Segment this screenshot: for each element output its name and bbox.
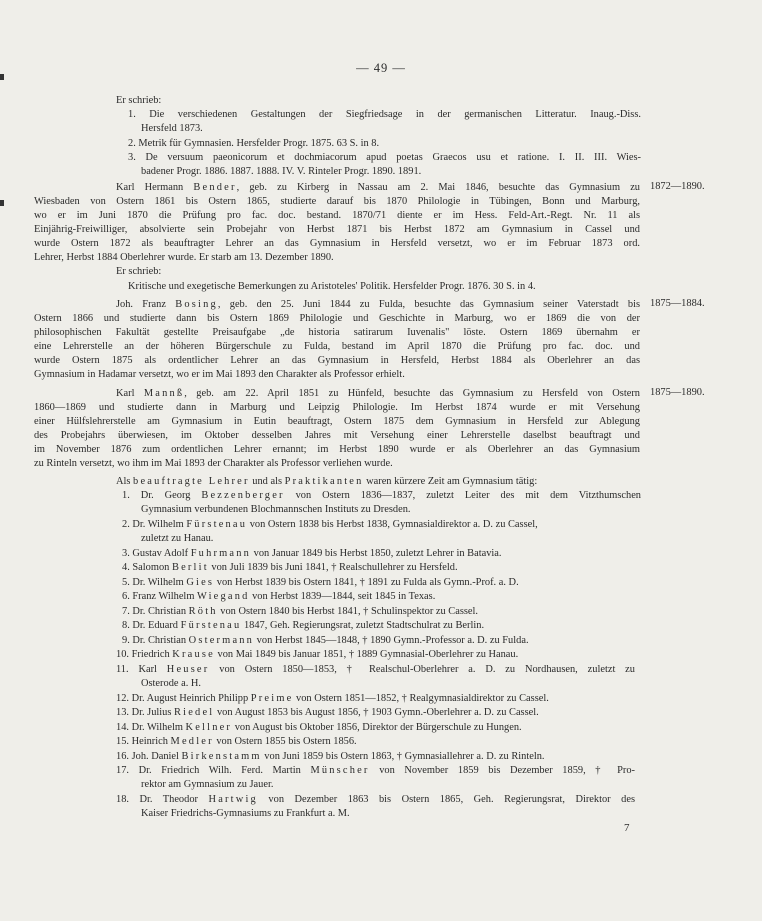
text-span: Einjährig-Freiwilliger, absolvierte sein Probejahr von Herbst 1871 bis Herbst 1872 am Gymnasium in Cassel und bbox=[34, 224, 640, 235]
text-span: waren kürzere Zeit am Gymnasium tätig: bbox=[363, 476, 538, 487]
text-line bbox=[141, 503, 411, 516]
text-span: von Ostern 1851—1852, † Realgymnasialdirektor zu Cassel. bbox=[293, 693, 549, 704]
text-line bbox=[128, 151, 641, 164]
text-span: eine Lehrerstelle an der höheren Bürgerschule zu Fulda, bestand im April 1870 die Prüfung pro fac. doc. und bbox=[34, 341, 640, 352]
text-line bbox=[34, 457, 393, 470]
spaced-name: Berlit bbox=[171, 562, 209, 573]
text-line bbox=[141, 807, 350, 820]
text-span: von Januar 1849 bis Herbst 1850, zuletzt Lehrer in Batavia. bbox=[251, 548, 502, 559]
text-span: Lehrer, Herbst 1884 Oberlehrer wurde. Er starb am 13. Dezember 1890. bbox=[34, 252, 334, 263]
text-line bbox=[116, 692, 549, 705]
text-line bbox=[34, 415, 640, 428]
text-line bbox=[141, 778, 273, 791]
text-span: 6. Franz Wilhelm bbox=[122, 591, 197, 602]
text-line bbox=[128, 280, 536, 293]
text-span: von Herbst 1839—1844, seit 1845 in Texas. bbox=[249, 591, 436, 602]
text-line bbox=[122, 590, 435, 603]
text-span: Ostern 1866 und studierte dann bis Ostern 1869 Philologie und Geschichte in Marburg, wo er 1869 die von der bbox=[34, 313, 640, 324]
text-span: 3. Gustav Adolf bbox=[122, 548, 191, 559]
text-span: Karl Hermann bbox=[116, 182, 194, 193]
text-span: 5. Dr. Wilhelm bbox=[122, 577, 187, 588]
text-span: wurde Ostern 1872 als beauftragter Lehrer an das Gymnasium in Hersfeld versetzt, wo er im Februar 1873 ord. bbox=[34, 238, 640, 249]
text-span: 11. Karl bbox=[116, 664, 167, 675]
spaced-name: Kellner bbox=[185, 722, 233, 733]
text-line bbox=[116, 387, 640, 400]
text-span: zu Rinteln versetzt, wo ihm im Mai 1893 der Charakter als Professor verliehen wurde. bbox=[34, 458, 393, 469]
spaced-name: Mannß bbox=[143, 388, 185, 399]
text-span: Joh. Franz bbox=[116, 299, 176, 310]
text-span: von August 1853 bis August 1856, † 1903 Gymn.-Oberlehrer a. D. zu Cassel. bbox=[214, 707, 539, 718]
text-span: des Probejahrs überwiesen, im Oktober desselben Jahres mit Versehung einer Lehrerstelle daselbst beauftragt und bbox=[34, 430, 640, 441]
text-line bbox=[122, 547, 502, 560]
scan-edge-mark bbox=[0, 200, 4, 206]
text-span: , geb. am 22. April 1851 zu Hünfeld, besuchte das Gymnasium zu Hersfeld von Ostern bbox=[184, 388, 641, 399]
text-line bbox=[34, 237, 640, 250]
text-line bbox=[141, 165, 421, 178]
text-span: von Dezember 1863 bis Ostern 1865, Geh. Regierungsrat, Direktor des bbox=[257, 794, 635, 805]
text-span: Als bbox=[116, 476, 134, 487]
text-line bbox=[122, 561, 458, 574]
text-line bbox=[141, 122, 203, 135]
text-line bbox=[34, 354, 640, 367]
spaced-name: Riedel bbox=[174, 707, 215, 718]
margin-date: 1875—1890. bbox=[650, 387, 705, 398]
text-span: rektor am Gymnasium zu Jauer. bbox=[141, 779, 274, 790]
text-line bbox=[34, 401, 640, 414]
text-line bbox=[116, 648, 518, 661]
text-span: von August bis Oktober 1856, Direktor der Bürgerschule zu Hungen. bbox=[232, 722, 522, 733]
text-span: 2. Dr. Wilhelm bbox=[122, 519, 187, 530]
text-span: 8. Dr. Eduard bbox=[122, 620, 181, 631]
text-span: von Juli 1839 bis Juni 1841, † Realschullehrer zu Hersfeld. bbox=[208, 562, 458, 573]
spaced-name: Wiegand bbox=[197, 591, 250, 602]
text-line bbox=[34, 223, 640, 236]
text-span: 14. Dr. Wilhelm bbox=[116, 722, 186, 733]
spaced-name: Medler bbox=[170, 736, 214, 747]
text-span: 18. Dr. Theodor bbox=[116, 794, 209, 805]
spaced-name: Fuhrmann bbox=[190, 548, 252, 559]
text-line bbox=[116, 298, 640, 311]
text-line bbox=[128, 108, 641, 121]
text-line bbox=[122, 518, 538, 531]
spaced-name: Röth bbox=[188, 606, 218, 617]
spaced-name: Fürstenau bbox=[180, 620, 242, 631]
text-line bbox=[122, 489, 641, 502]
text-span: von Ostern 1840 bis Herbst 1841, † Schulinspektor zu Cassel. bbox=[217, 606, 479, 617]
spaced-name: Heuser bbox=[166, 664, 210, 675]
text-line bbox=[122, 576, 519, 589]
text-line bbox=[116, 735, 357, 748]
text-span: 12. Dr. August Heinrich Philipp bbox=[116, 693, 251, 704]
text-span: von Herbst 1845—1848, † 1890 Gymn.-Professor a. D. zu Fulda. bbox=[254, 635, 529, 646]
text-line bbox=[116, 721, 522, 734]
text-line bbox=[34, 312, 640, 325]
text-line bbox=[34, 429, 640, 442]
text-span: Osterode a. H. bbox=[141, 678, 202, 689]
spaced-name: beauftragte Lehrer bbox=[133, 476, 250, 487]
text-span: Kaiser Friedrichs-Gymnasiums zu Frankfurt a. M. bbox=[141, 808, 350, 819]
text-span: Hersfeld 1873. bbox=[141, 123, 203, 134]
text-line bbox=[34, 443, 640, 456]
text-span: 17. Dr. Friedrich Wilh. Ferd. Martin bbox=[116, 765, 311, 776]
text-span: 7. Dr. Christian bbox=[122, 606, 189, 617]
text-line bbox=[116, 663, 635, 676]
text-span: von Ostern 1836—1837, zuletzt Leiter des mit dem Vitzthumschen bbox=[284, 490, 642, 501]
scan-edge-mark bbox=[0, 74, 4, 80]
text-line bbox=[34, 340, 640, 353]
text-span: 2. Metrik für Gymnasien. Hersfelder Progr. 1875. 63 S. in 8. bbox=[128, 138, 380, 149]
spaced-name: Praktikanten bbox=[284, 476, 364, 487]
spaced-name: Hartwig bbox=[208, 794, 258, 805]
text-span: von November 1859 bis Dezember 1859, † Pro- bbox=[369, 765, 636, 776]
text-line bbox=[122, 605, 478, 618]
text-line bbox=[141, 532, 213, 545]
signature-mark: 7 bbox=[624, 822, 630, 834]
text-line bbox=[128, 137, 379, 150]
text-line bbox=[141, 677, 201, 690]
text-span: 1. Dr. Georg bbox=[122, 490, 202, 501]
text-span: zuletzt zu Hanau. bbox=[141, 533, 214, 544]
margin-date: 1875—1884. bbox=[650, 298, 705, 309]
text-span: 9. Dr. Christian bbox=[122, 635, 189, 646]
text-line bbox=[34, 251, 334, 264]
text-span: Er schrieb: bbox=[116, 266, 162, 277]
text-span: einer Hülfslehrerstelle am Gymnasium in Eutin beauftragt, Ostern 1875 dem Gymnasium in Hersfeld zur Ablegung bbox=[34, 416, 640, 427]
text-span: 13. Dr. Julius bbox=[116, 707, 175, 718]
text-span: Karl bbox=[116, 388, 144, 399]
text-span: Wiesbaden von Ostern 1861 bis Ostern 1865, studierte darauf bis 1870 Philologie in Tübingen, Bonn und Marburg, bbox=[34, 196, 640, 207]
text-span: 15. Heinrich bbox=[116, 736, 171, 747]
text-span: 10. Friedrich bbox=[116, 649, 173, 660]
text-line bbox=[116, 793, 635, 806]
text-span: philosophischen Fakultät gestellte Preisaufgabe „de historia satirarum Iuvenalis" löste. Ostern 1869 übernahm er bbox=[34, 327, 640, 338]
margin-date: 1872—1890. bbox=[650, 181, 705, 192]
spaced-name: Birkenstamm bbox=[181, 751, 262, 762]
text-span: von Ostern 1855 bis Ostern 1856. bbox=[213, 736, 357, 747]
text-span: von Herbst 1839 bis Ostern 1841, † 1891 zu Fulda als Gymn.-Prof. a. D. bbox=[214, 577, 519, 588]
text-span: 1. Die verschiedenen Gestaltungen der Siegfriedsage in der germanischen Litteratur. Inaug.-Diss. bbox=[128, 109, 641, 120]
text-span: von Ostern 1838 bis Herbst 1838, Gymnasialdirektor a. D. zu Cassel, bbox=[247, 519, 538, 530]
text-span: 1860—1869 und studierte dann in Marburg und Leipzig Philologie. Im Herbst 1874 wurde er mit Versehung bbox=[34, 402, 640, 413]
spaced-name: Bezzenberger bbox=[201, 490, 285, 501]
text-span: wurde Ostern 1875 als ordentlicher Lehrer an das Gymnasium in Hersfeld, Herbst 1884 als Oberlehrer an das bbox=[34, 355, 640, 366]
text-span: und als bbox=[249, 476, 285, 487]
text-span: 3. De versuum paeonicorum et dochmiacorum apud poetas Graecos usu et ratione. I. II. III. Wies- bbox=[128, 152, 641, 163]
spaced-name: Ostermann bbox=[188, 635, 255, 646]
text-line bbox=[116, 764, 635, 777]
text-line bbox=[34, 368, 405, 381]
text-span: im November 1876 zum ordentlichen Lehrer ernannt; im Herbst 1890 wurde er als Oberlehrer an das Gymnasium bbox=[34, 444, 640, 455]
spaced-name: Münscher bbox=[310, 765, 370, 776]
text-line bbox=[116, 475, 537, 488]
spaced-name: Fürstenau bbox=[186, 519, 248, 530]
page-number-header: — 49 — bbox=[356, 61, 406, 75]
text-span: Kritische und exegetische Bemerkungen zu Aristoteles' Politik. Hersfelder Progr. 1876. 30 S. in 4. bbox=[128, 281, 536, 292]
text-span: Gymnasium verbundenen Blochmannschen Instituts zu Dresden. bbox=[141, 504, 411, 515]
spaced-name: Preime bbox=[250, 693, 294, 704]
text-line bbox=[116, 94, 161, 107]
spaced-name: Bender bbox=[193, 182, 237, 193]
spaced-name: Bosing bbox=[175, 299, 218, 310]
text-span: 1847, Geh. Regierungsrat, zuletzt Stadtschulrat zu Berlin. bbox=[241, 620, 485, 631]
text-line bbox=[116, 750, 545, 763]
spaced-name: Gies bbox=[186, 577, 215, 588]
text-span: , geb. zu Kirberg in Nassau am 2. Mai 1846, besuchte das Gymnasium zu bbox=[236, 182, 641, 193]
text-line bbox=[122, 619, 484, 632]
text-span: wo er im Juni 1870 die Prüfung pro fac. doc. bestand. 1870/71 diente er im Hess. Feld-Art.-Regt. Nr. 11 als bbox=[34, 210, 640, 221]
text-line bbox=[116, 181, 640, 194]
text-line bbox=[34, 326, 640, 339]
text-line bbox=[34, 209, 640, 222]
text-span: von Ostern 1850—1853, † Realschul-Oberlehrer a. D. zu Nordhausen, zuletzt zu bbox=[209, 664, 635, 675]
text-line bbox=[116, 706, 539, 719]
text-line bbox=[122, 634, 529, 647]
text-span: Gymnasium in Hadamar versetzt, wo er im Mai 1893 den Charakter als Professor erhielt. bbox=[34, 369, 405, 380]
text-span: badener Progr. 1886. 1887. 1888. IV. V. Rinteler Progr. 1890. 1891. bbox=[141, 166, 422, 177]
text-span: , geb. den 25. Juni 1844 zu Fulda, besuchte das Gymnasium seiner Vaterstadt bis bbox=[217, 299, 640, 310]
text-span: 16. Joh. Daniel bbox=[116, 751, 182, 762]
text-span: Er schrieb: bbox=[116, 95, 162, 106]
text-line bbox=[116, 265, 161, 278]
text-line bbox=[34, 195, 640, 208]
text-span: von Juni 1859 bis Ostern 1863, † Gymnasiallehrer a. D. zu Rinteln. bbox=[261, 751, 545, 762]
spaced-name: Krause bbox=[172, 649, 215, 660]
text-span: von Mai 1849 bis Januar 1851, † 1889 Gymnasial-Oberlehrer zu Hanau. bbox=[214, 649, 519, 660]
text-span: 4. Salomon bbox=[122, 562, 172, 573]
